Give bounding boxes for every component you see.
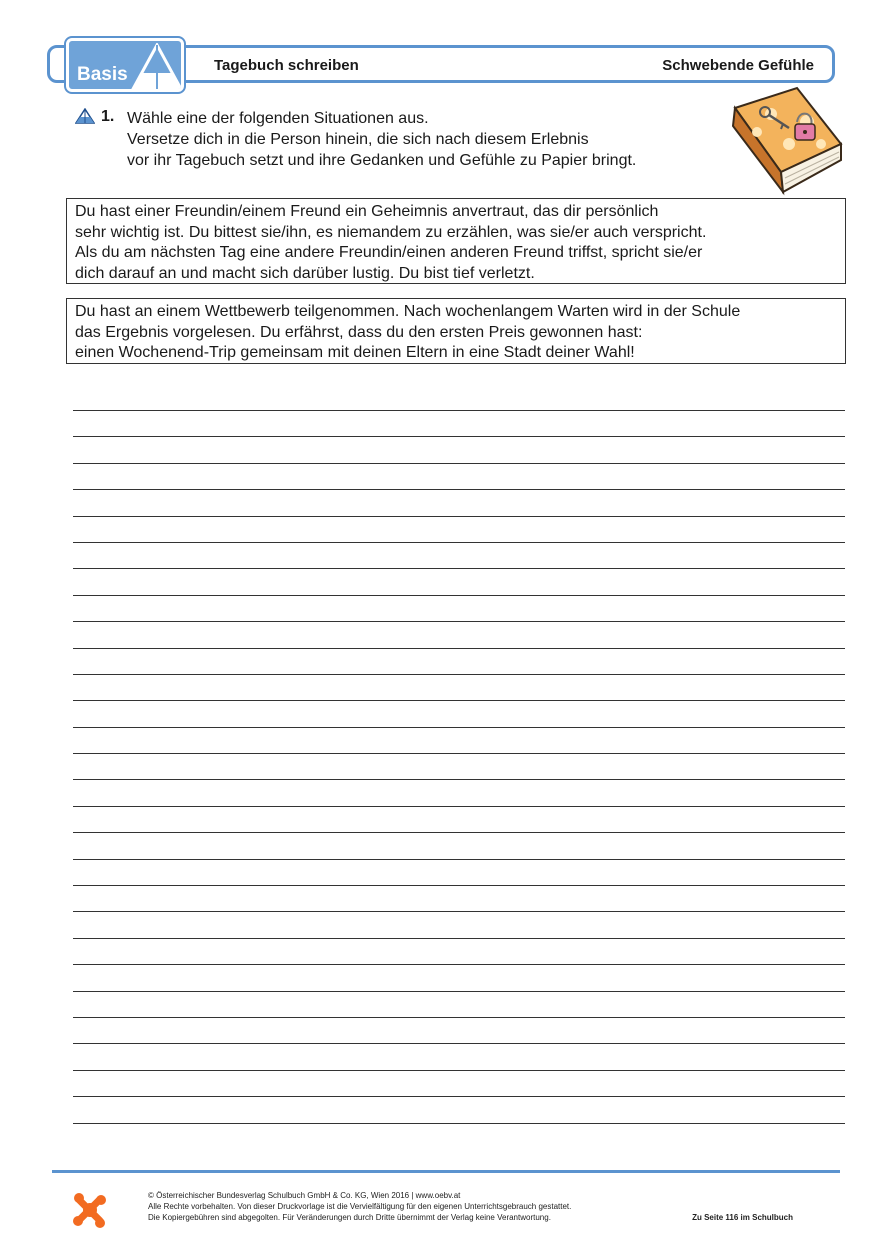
writing-line[interactable] — [73, 436, 845, 437]
task-instructions — [127, 108, 636, 171]
situation-line: dich darauf an und macht sich darüber lustig. Du bist tief verletzt. — [75, 264, 535, 282]
situation-line: einen Wochenend-Trip gemeinsam mit deinen Eltern in eine Stadt deiner Wahl! — [75, 344, 635, 361]
footer-rule — [52, 1170, 840, 1173]
writing-line[interactable] — [73, 674, 845, 675]
level-triangle-icon — [75, 108, 95, 124]
writing-line[interactable] — [73, 806, 845, 807]
worksheet-topic: Schwebende Gefühle — [662, 57, 814, 74]
writing-line[interactable] — [73, 991, 845, 992]
level-badge — [66, 38, 184, 92]
writing-line[interactable] — [73, 859, 845, 860]
level-label: Basis — [77, 64, 128, 85]
situation-line: Du hast an einem Wettbewerb teilgenommen. Nach wochenlangem Warten wird in der Schule — [75, 303, 741, 320]
writing-line[interactable] — [73, 964, 845, 965]
writing-line[interactable] — [73, 885, 845, 886]
writing-line[interactable] — [73, 542, 845, 543]
locked-diary-illustration — [727, 86, 845, 198]
writing-line[interactable] — [73, 832, 845, 833]
writing-line[interactable] — [73, 1070, 845, 1071]
writing-line[interactable] — [73, 516, 845, 517]
copyright-line: © Österreichischer Bundesverlag Schulbuch GmbH & Co. KG, Wien 2016 | www.oebv.at — [148, 1191, 461, 1200]
task-number: 1. — [101, 108, 115, 125]
situation-box-contest — [66, 298, 846, 364]
writing-line[interactable] — [73, 779, 845, 780]
worksheet-title: Tagebuch schreiben — [214, 57, 359, 74]
situation-line: sehr wichtig ist. Du bittest sie/ihn, es niemandem zu erzählen, was sie/er auch verspricht. — [75, 223, 707, 241]
copyright-notice — [148, 1190, 571, 1223]
writing-line[interactable] — [73, 938, 845, 939]
task-line: Wähle eine der folgenden Situationen aus. — [127, 110, 429, 127]
writing-area[interactable] — [73, 410, 845, 1149]
copyright-line: Alle Rechte vorbehalten. Von dieser Druckvorlage ist die Vervielfältigung für den eigenen Unterrichtsgebrauch gestattet. — [148, 1202, 572, 1211]
writing-line[interactable] — [73, 1043, 845, 1044]
situation-line: Du hast einer Freundin/einem Freund ein Geheimnis anvertraut, das dir persönlich — [75, 203, 659, 220]
writing-line[interactable] — [73, 1017, 845, 1018]
writing-line[interactable] — [73, 595, 845, 596]
writing-line[interactable] — [73, 911, 845, 912]
page-reference: Zu Seite 116 im Schulbuch — [692, 1213, 793, 1222]
situation-box-secret — [66, 198, 846, 284]
writing-line[interactable] — [73, 568, 845, 569]
copyright-line: Die Kopiergebühren sind abgegolten. Für Veränderungen durch Dritte übernimmt der Verlag keine Verantwortung. — [148, 1213, 551, 1222]
writing-line[interactable] — [73, 463, 845, 464]
writing-line[interactable] — [73, 1096, 845, 1097]
writing-line[interactable] — [73, 621, 845, 622]
pyramid-icon — [131, 43, 183, 91]
publisher-logo-icon — [70, 1190, 110, 1230]
task-line: vor ihr Tagebuch setzt und ihre Gedanken und Gefühle zu Papier bringt. — [127, 152, 637, 169]
writing-line[interactable] — [73, 727, 845, 728]
writing-line[interactable] — [73, 753, 845, 754]
writing-line[interactable] — [73, 648, 845, 649]
task-line: Versetze dich in die Person hinein, die sich nach diesem Erlebnis — [127, 131, 589, 148]
writing-line[interactable] — [73, 410, 845, 411]
writing-line[interactable] — [73, 489, 845, 490]
situation-line: das Ergebnis vorgelesen. Du erfährst, dass du den ersten Preis gewonnen hast: — [75, 323, 643, 341]
writing-line[interactable] — [73, 1123, 845, 1124]
situation-line: Als du am nächsten Tag eine andere Freundin/einen anderen Freund triffst, spricht sie/er — [75, 244, 703, 261]
writing-line[interactable] — [73, 700, 845, 701]
